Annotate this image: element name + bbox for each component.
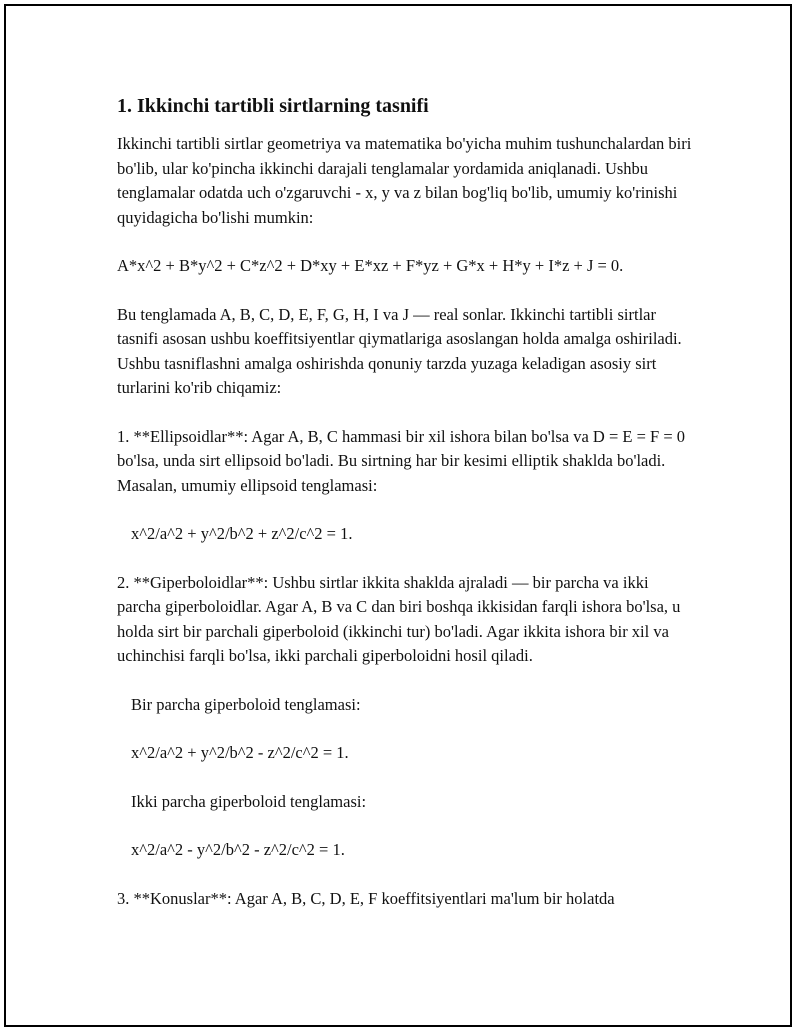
intro-paragraph: Ikkinchi tartibli sirtlar geometriya va matematika bo'yicha muhim tushunchalardan biri bo'lib, ular ko'pincha ikkinchi darajali tenglamalar yordamida aniqlanadi. Ushbu tenglamalar odatda uch o'zgaruvchi - x, y va z bilan bog'liq bo'lib, umumiy ko'rinishi quyidagicha bo'lishi mumkin: — [117, 134, 692, 227]
two-sheet-equation: x^2/a^2 - y^2/b^2 - z^2/c^2 = 1. — [131, 840, 345, 859]
section-title: 1. Ikkinchi tartibli sirtlarning tasnifi — [117, 95, 429, 117]
coefficients-paragraph: Bu tenglamada A, B, C, D, E, F, G, H, I va J — real sonlar. Ikkinchi tartibli sirtlar tasnifi asosan ushbu koeffitsiyentlar qiymatlariga asoslangan holda amalga oshiriladi. Ushbu tasniflashni amalga oshirishda qonuniy tarzda yuzaga keladigan asosiy sirt turlarini ko'rib chiqamiz: — [117, 304, 682, 397]
cones-paragraph: 3. **Konuslar**: Agar A, B, C, D, E, F koeffitsiyentlari ma'lum bir holatda — [117, 888, 615, 908]
one-sheet-label: Bir parcha giperboloid tenglamasi: — [131, 694, 361, 714]
ellipsoid-equation: x^2/a^2 + y^2/b^2 + z^2/c^2 = 1. — [131, 524, 353, 543]
ellipsoid-paragraph: 1. **Ellipsoidlar**: Agar A, B, C hammasi bir xil ishora bilan bo'lsa va D = E = F = 0 bo'lsa, unda sirt ellipsoid bo'ladi. Bu sirtning har bir kesimi elliptik shaklda bo'ladi. Masalan, umumiy ellipsoid tenglamasi: — [117, 426, 686, 495]
one-sheet-equation: x^2/a^2 + y^2/b^2 - z^2/c^2 = 1. — [131, 743, 349, 762]
document-body — [117, 93, 692, 935]
hyperboloid-paragraph: 2. **Giperboloidlar**: Ushbu sirtlar ikkita shaklda ajraladi — bir parcha va ikki parcha giperboloidlar. Agar A, B va C dan biri boshqa ikkisidan farqli ishora bo'lsa, u holda sirt bir parchali giperboloid (ikkinchi tur) bo'ladi. Agar ikkita ishora bir xil va uchinchisi farqli bo'lsa, ikki parchali giperboloidni hosil qiladi. — [117, 572, 681, 665]
two-sheet-label: Ikki parcha giperboloid tenglamasi: — [131, 791, 367, 811]
general-equation: A*x^2 + B*y^2 + C*z^2 + D*xy + E*xz + F*yz + G*x + H*y + I*z + J = 0. — [117, 256, 624, 275]
